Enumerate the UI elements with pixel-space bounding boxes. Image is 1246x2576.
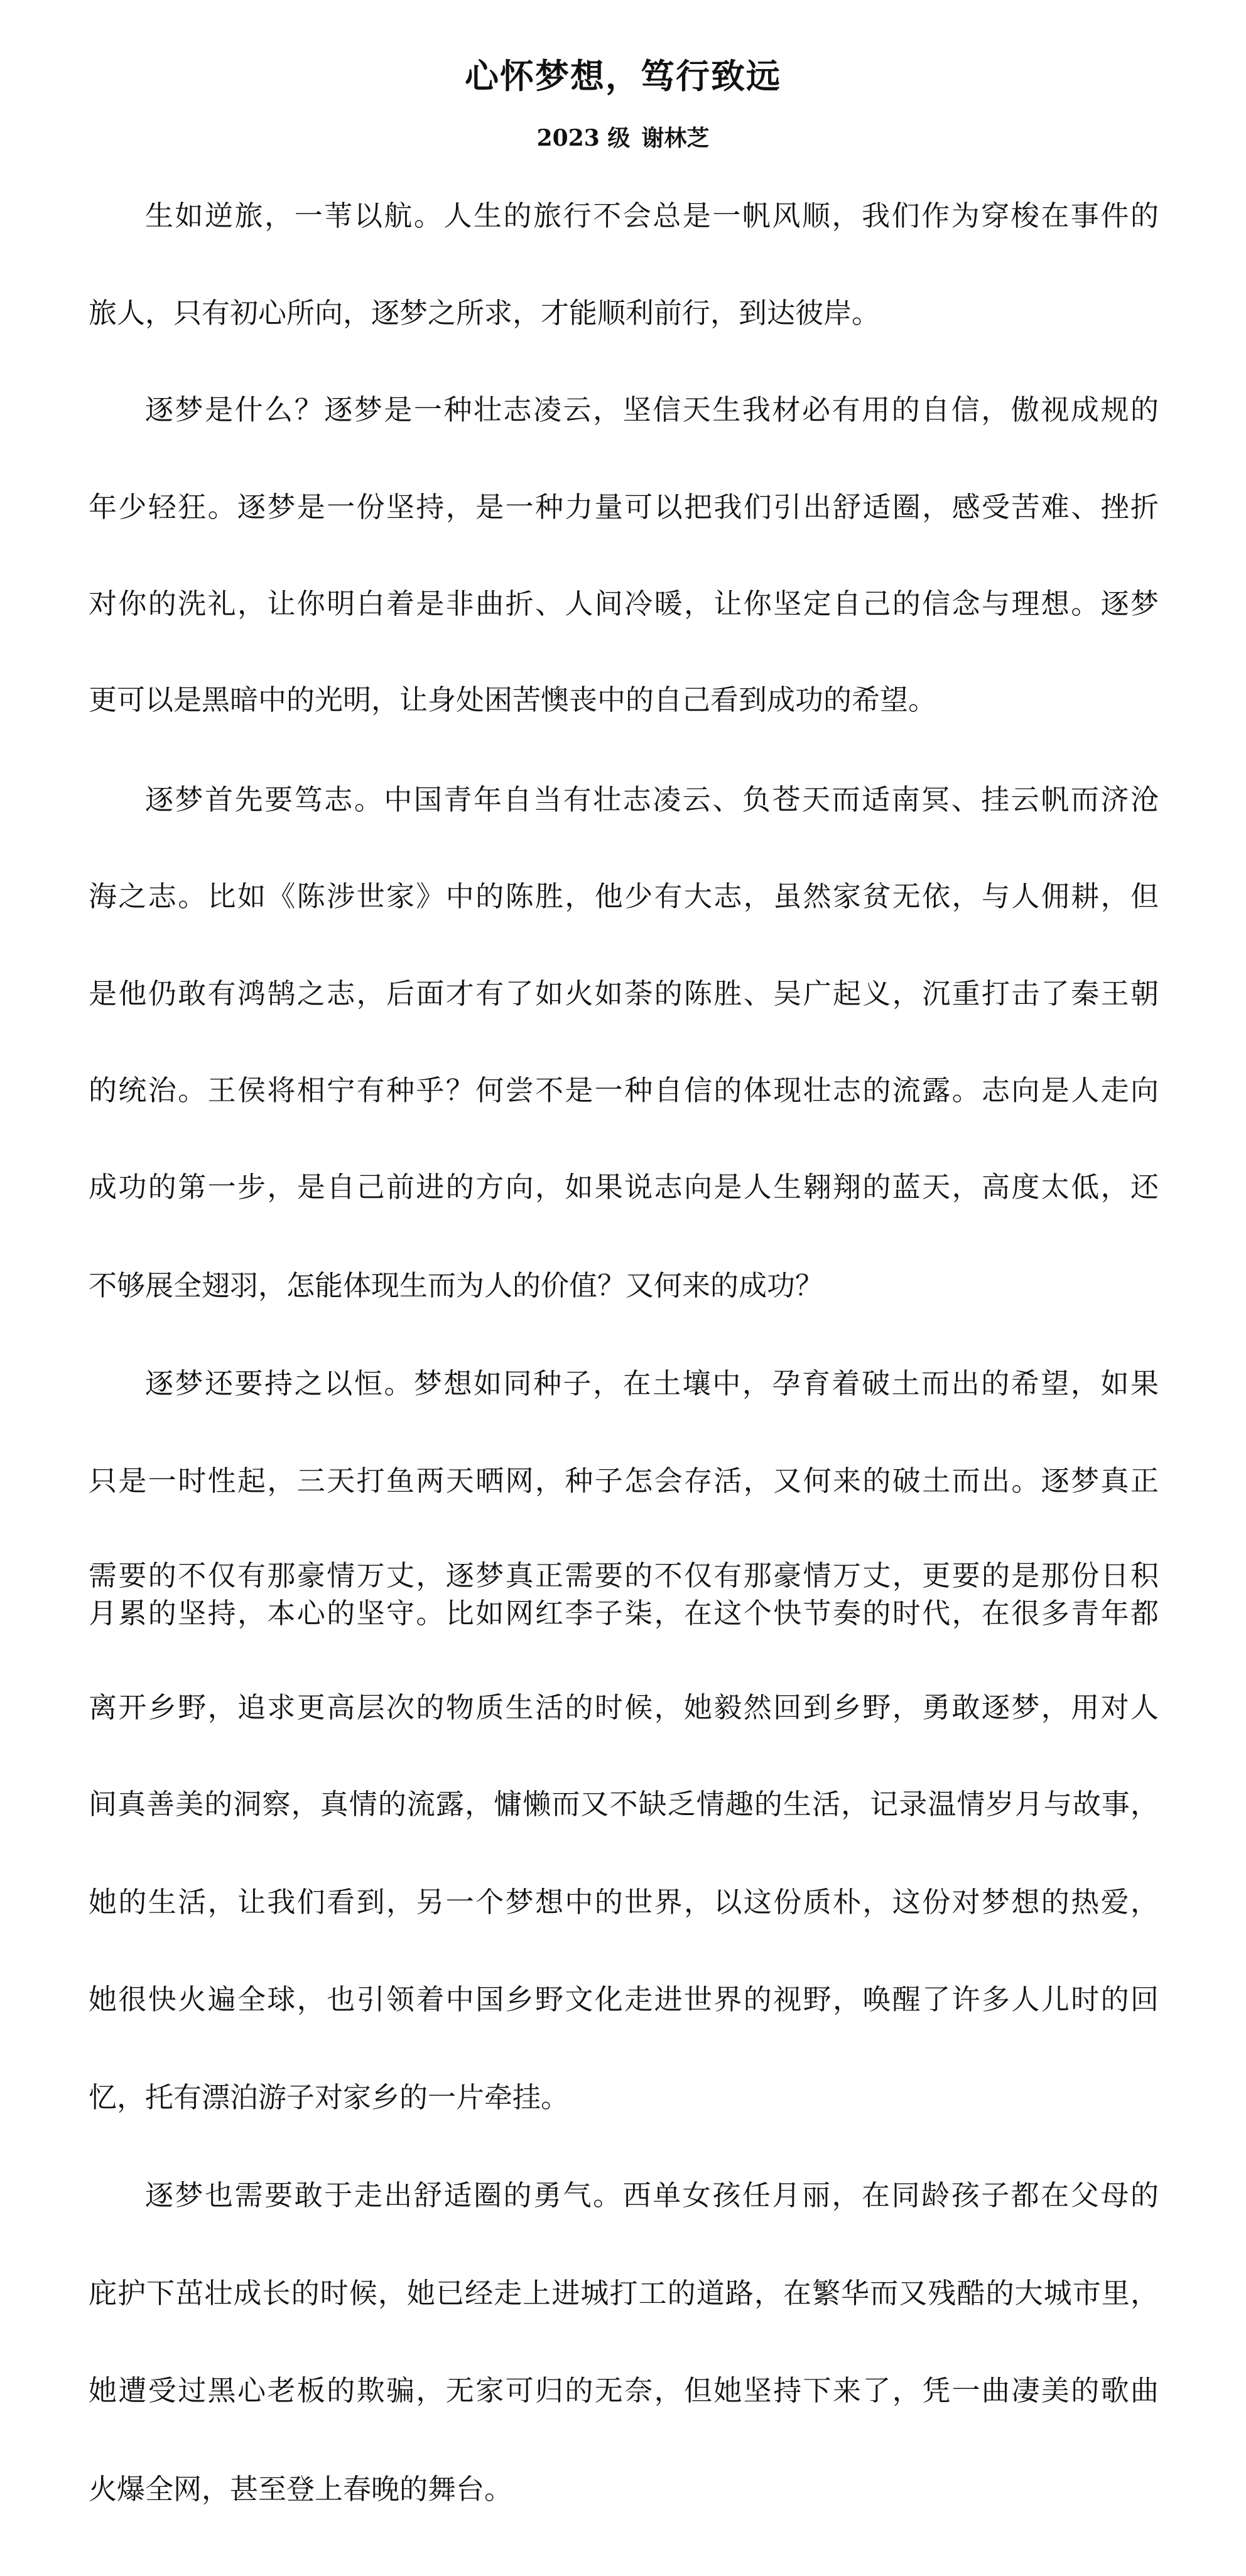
- text-line: 年少轻狂。逐梦是一份坚持，是一种力量可以把我们引出舒适圈，感受苦难、挫折: [89, 490, 1159, 524]
- text-line: 旅人，只有初心所向，逐梦之所求，才能顺利前行，到达彼岸。: [89, 296, 880, 330]
- text-line: 她很快火遍全球，也引领着中国乡野文化走进世界的视野，唤醒了许多人儿时的回: [89, 1983, 1159, 2016]
- text-line: 海之志。比如《陈涉世家》中的陈胜，他少有大志，虽然家贫无依，与人佣耕，但: [89, 880, 1159, 913]
- text-line: 离开乡野，追求更高层次的物质生活的时候，她毅然回到乡野，勇敢逐梦，用对人: [89, 1691, 1159, 1724]
- text-line: 逐梦也需要敢于走出舒适圈的勇气。西单女孩任月丽，在同龄孩子都在父母的: [145, 2179, 1159, 2212]
- author-name: 谢林芝: [641, 125, 710, 151]
- text-line: 需要的不仅有那豪情万丈，逐梦真正需要的不仅有那豪情万丈，更要的是那份日积: [89, 1559, 1159, 1592]
- text-line: 她的生活，让我们看到，另一个梦想中的世界，以这份质朴，这份对梦想的热爱，: [89, 1885, 1159, 1919]
- author-line: [0, 123, 1246, 153]
- text-line: 不够展全翅羽，怎能体现生而为人的价值？又何来的成功？: [89, 1269, 824, 1302]
- text-line: 逐梦还要持之以恒。梦想如同种子，在土壤中，孕育着破土而出的希望，如果: [145, 1367, 1159, 1400]
- text-line: 只是一时性起，三天打鱼两天晒网，种子怎会存活，又何来的破土而出。逐梦真正: [89, 1464, 1159, 1497]
- text-line: 是他仍敢有鸿鹄之志，后面才有了如火如荼的陈胜、吴广起义，沉重打击了秦王朝: [89, 977, 1159, 1010]
- text-line: 逐梦首先要笃志。中国青年自当有壮志凌云、负苍天而适南冥、挂云帆而济沧: [145, 783, 1159, 816]
- essay-title: 心怀梦想，笃行致远: [465, 57, 781, 96]
- text-line: 对你的洗礼，让你明白着是非曲折、人间冷暖，让你坚定自己的信念与理想。逐梦: [89, 587, 1159, 620]
- text-line: 间真善美的洞察，真情的流露，慵懒而又不缺乏情趣的生活，记录温情岁月与故事，: [89, 1787, 1159, 1821]
- text-line: 成功的第一步，是自己前进的方向，如果说志向是人生翱翔的蓝天，高度太低，还: [89, 1170, 1159, 1204]
- text-line: 火爆全网，甚至登上春晚的舞台。: [89, 2472, 513, 2506]
- text-line: 庇护下茁壮成长的时候，她已经走上进城打工的道路，在繁华而又残酷的大城市里，: [89, 2277, 1159, 2310]
- text-line: 的统治。王侯将相宁有种乎？何尝不是一种自信的体现壮志的流露。志向是人走向: [89, 1074, 1159, 1107]
- text-line: 月累的坚持，本心的坚守。比如网红李子柒，在这个快节奏的时代，在很多青年都: [89, 1597, 1159, 1630]
- author-grade: 2023 级: [536, 125, 631, 151]
- text-line: 她遭受过黑心老板的欺骗，无家可归的无奈，但她坚持下来了，凭一曲凄美的歌曲: [89, 2374, 1159, 2407]
- text-line: 更可以是黑暗中的光明，让身处困苦懊丧中的自己看到成功的希望。: [89, 683, 937, 716]
- text-line: 生如逆旅，一苇以航。人生的旅行不会总是一帆风顺，我们作为穿梭在事件的: [145, 199, 1159, 232]
- text-line: 忆，托有漂泊游子对家乡的一片牵挂。: [89, 2081, 570, 2114]
- text-line: 逐梦是什么？逐梦是一种壮志凌云，坚信天生我材必有用的自信，傲视成规的: [145, 393, 1159, 426]
